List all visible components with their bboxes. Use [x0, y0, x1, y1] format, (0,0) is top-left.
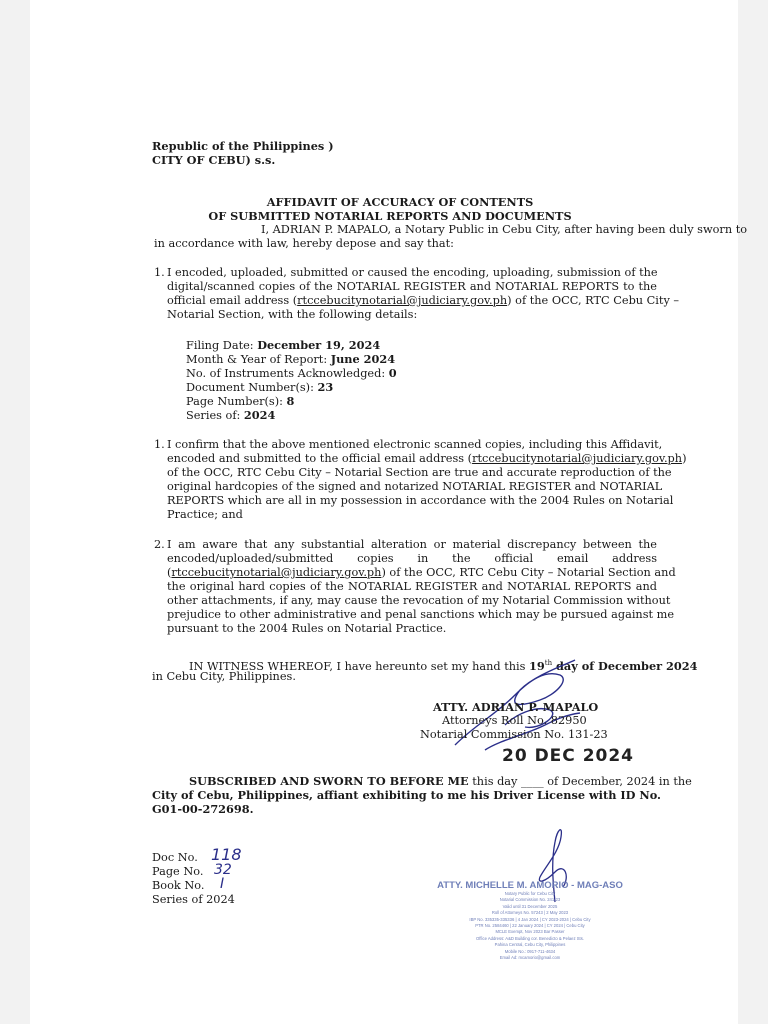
notary-stamp-line: PTR No. 2584460 | 22 January 2024 | CY 2024 | Cebu City	[475, 923, 585, 929]
notary-stamp	[415, 880, 645, 961]
document-page	[30, 0, 748, 1024]
intro-line1: I, ADRIAN P. MAPALO, a Notary Public in Cebu City, after having been duly sworn to	[261, 223, 748, 236]
city-line: CITY OF CEBU) s.s.	[152, 153, 276, 167]
doc-no-label: Doc No.	[152, 851, 198, 864]
notary-stamp-line: Notary Public for Cebu City	[504, 891, 556, 896]
series-of: Series of: 2024	[186, 408, 276, 422]
received-date-stamp: 20 DEC 2024	[502, 746, 635, 766]
item2-line6: Practice; and	[167, 508, 243, 521]
notary-stamp-line: Roll of Attorneys No. 57243 | 2 May 2023	[491, 910, 569, 916]
item3-line6: prejudice to other administrative and penal sanctions which may be pursued against me	[167, 608, 675, 621]
item2-line2: encoded and submitted to the official email address (rtccebucitynotarial@judiciary.gov.ph)	[167, 452, 687, 465]
item2-line5: REPORTS which are all in my possession in accordance with the 2004 Rules on Notarial	[167, 494, 674, 507]
notary-stamp-line: MCLE Exempt, Nov 2023 Bar Passer	[495, 929, 565, 935]
item1-line3: official email address (rtccebucitynotarial@judiciary.gov.ph) of the OCC, RTC Cebu City –	[167, 294, 680, 307]
notary-stamp-line: Valid until 31 December 2025	[502, 903, 558, 909]
notary-stamp-name: ATTY. MICHELLE M. AMORIO - MAG-ASO	[437, 880, 623, 891]
notary-stamp-line: IBP No. 335335-335336 | 4 Jan 2024 | CY 2023-2024 | Cebu City	[469, 916, 591, 922]
filing-date: Filing Date: December 19, 2024	[186, 338, 381, 352]
page-numbers: Page Number(s): 8	[186, 394, 295, 408]
notary-stamp-line: Pahina Central, Cebu City, Philippines	[494, 942, 566, 948]
affidavit-title-line2: OF SUBMITTED NOTARIAL REPORTS AND DOCUMENTS	[208, 209, 572, 223]
republic-line: Republic of the Philippines )	[152, 139, 334, 153]
document-numbers: Document Number(s): 23	[186, 380, 334, 394]
witness-line1: IN WITNESS WHEREOF, I have hereunto set my hand this 19th day of December 2024	[189, 658, 698, 673]
item2-line1: I confirm that the above mentioned electronic scanned copies, including this Affidavit,	[167, 438, 663, 451]
jurat-line2: City of Cebu, Philippines, affiant exhibiting to me his Driver License with ID No.	[152, 788, 661, 802]
item3-line4: the original hard copies of the NOTARIAL REGISTER and NOTARIAL REPORTS and	[167, 580, 657, 593]
item3-line5: other attachments, if any, may cause the revocation of my Notarial Commission without	[167, 594, 671, 607]
signatory-name: ATTY. ADRIAN P. MAPALO	[433, 700, 599, 714]
email-link: rtccebucitynotarial@judiciary.gov.ph	[472, 452, 683, 465]
page-no-label: Page No.	[152, 865, 204, 878]
book-no-value: I	[220, 876, 225, 892]
item2-line4: original hardcopies of the signed and notarized NOTARIAL REGISTER and NOTARIAL	[167, 480, 663, 493]
doc-no-value: 118	[211, 845, 242, 864]
book-no-label: Book No.	[152, 879, 205, 892]
notary-stamp-line: Office Address: A&D Building cor. Benedicto & Pelaez Sts.	[476, 935, 584, 941]
item3-line2: encoded/uploaded/submitted copies in the official email address	[167, 552, 657, 565]
item3-line7: pursuant to the 2004 Rules on Notarial Practice.	[167, 622, 447, 635]
item1-number: 1.	[154, 266, 165, 279]
instruments-count: No. of Instruments Acknowledged: 0	[186, 366, 397, 380]
item3-line1: I am aware that any substantial alteration or material discrepancy between the	[167, 538, 657, 551]
item3-line3: (rtccebucitynotarial@judiciary.gov.ph) of the OCC, RTC Cebu City – Notarial Section and	[167, 566, 676, 579]
item2-line3: of the OCC, RTC Cebu City – Notarial Section are true and accurate reproduction of the	[167, 466, 672, 479]
witness-line2: in Cebu City, Philippines.	[152, 670, 296, 683]
notary-stamp-line: Notarial Commission No. 241-23	[499, 897, 561, 903]
notary-stamp-line: Email Ad: mcamorio@gmail.com	[499, 955, 561, 961]
page-no-value: 32	[214, 862, 232, 878]
month-year-report: Month & Year of Report: June 2024	[186, 352, 396, 366]
notary-stamp-line: Mobile No.: 0917-711-4634	[504, 948, 556, 954]
intro-line2: in accordance with law, hereby depose and say that:	[154, 237, 454, 250]
item1-line4: Notarial Section, with the following details:	[167, 308, 418, 321]
jurat-line3: G01-00-272698.	[152, 802, 254, 816]
item1-line1: I encoded, uploaded, submitted or caused the encoding, uploading, submission of the	[167, 266, 658, 279]
signatory-roll: Attorneys Roll No. 82950	[442, 714, 587, 727]
item3-number: 2.	[154, 538, 165, 551]
email-link: rtccebucitynotarial@judiciary.gov.ph	[297, 294, 508, 307]
email-link: rtccebucitynotarial@judiciary.gov.ph	[171, 566, 382, 579]
item1-line2: digital/scanned copies of the NOTARIAL REGISTER and NOTARIAL REPORTS to the	[167, 280, 657, 293]
item2-number: 1.	[154, 438, 165, 451]
affidavit-title-line1: AFFIDAVIT OF ACCURACY OF CONTENTS	[266, 195, 534, 209]
jurat-line1: SUBSCRIBED AND SWORN TO BEFORE ME this day ____ of December, 2024 in the	[189, 774, 692, 788]
series-label: Series of 2024	[152, 893, 235, 906]
signatory-commission: Notarial Commission No. 131-23	[420, 728, 608, 741]
